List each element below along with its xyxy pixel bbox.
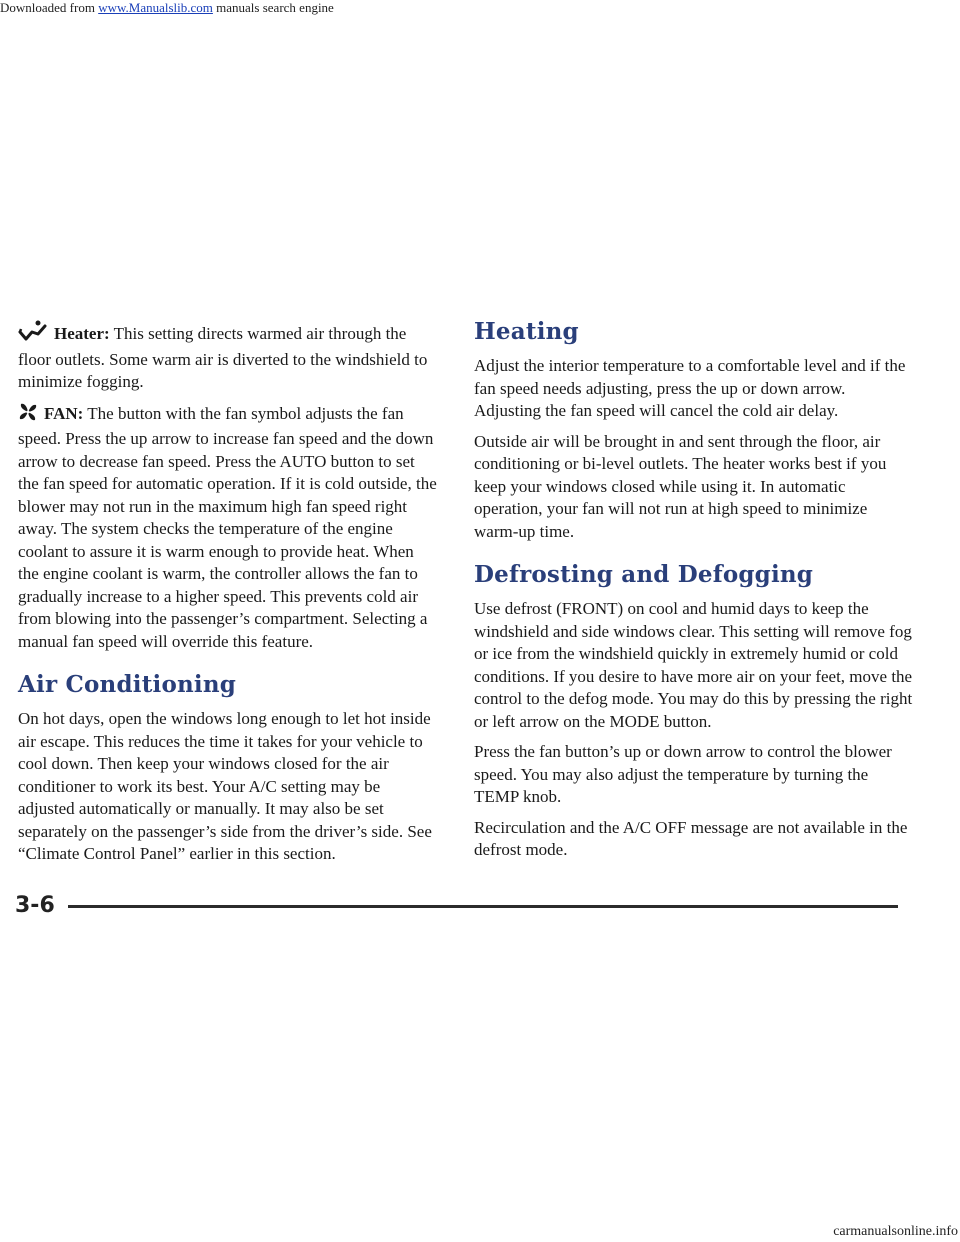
defrosting-heading: Defrosting and Defogging xyxy=(474,561,814,588)
air-conditioning-heading: Air Conditioning xyxy=(18,671,237,698)
defrosting-paragraph-1: Use defrost (FRONT) on cool and humid days to keep the windshield and side windows clear. This setting will remove fog or ice from the windshield quickly in extremely humid or cold conditions. If you desire to have more air on your feet, move the control to the defog mode. You may do this by pressing the right or left arrow on the MODE button. xyxy=(474,599,913,731)
heater-icon xyxy=(18,320,48,349)
fan-icon xyxy=(18,402,38,429)
left-column xyxy=(18,320,438,874)
fan-text: The button with the fan symbol adjusts the fan speed. Press the up arrow to increase fan speed and the down arrow to decrease fan speed. Press the AUTO button to set the fan speed for automatic operation. If it is cold outside, the blower may not run in the maximum high fan speed right away. The system checks the temperature of the engine coolant to assure it is warm enough to provide heat. When the engine coolant is warm, the controller allows the fan to gradually increase to a higher speed. This prevents cold air from blowing into the passenger’s compartment. Selecting a manual fan speed will override this feature. xyxy=(18,403,437,651)
defrosting-paragraph-2: Press the fan button’s up or down arrow to control the blower speed. You may also adjust the temperature by turning the TEMP knob. xyxy=(474,742,892,806)
heater-label: Heater: xyxy=(54,324,110,343)
fan-label: FAN: xyxy=(44,403,84,423)
fan-paragraph xyxy=(18,402,438,654)
heater-text: This setting directs warmed air through the floor outlets. Some warm air is diverted to the windshield to minimize fogging. xyxy=(18,324,428,391)
right-column xyxy=(474,318,914,870)
manualslib-link[interactable]: www.Manualslib.com xyxy=(98,0,213,15)
source-watermark xyxy=(0,0,334,16)
heating-paragraph-1: Adjust the interior temperature to a comfortable level and if the fan speed needs adjusting, press the up or down arrow. Adjusting the fan speed will cancel the cold air delay. xyxy=(474,356,906,420)
defrosting-paragraph-3: Recirculation and the A/C OFF message are not available in the defrost mode. xyxy=(474,817,908,859)
watermark-suffix: manuals search engine xyxy=(212,0,334,15)
bottom-watermark: carmanualsonline.info xyxy=(833,1224,958,1239)
page-number: 3-6 xyxy=(15,893,55,918)
heating-heading: Heating xyxy=(474,318,579,345)
air-conditioning-paragraph: On hot days, open the windows long enough to let hot inside air escape. This reduces the time it takes for your vehicle to cool down. Then keep your windows closed for the air conditioner to work its best. Your A/C setting may be adjusted automatically or manually. It may also be set separately on the passenger’s side from the driver’s side. See “Climate Control Panel” earlier in this section. xyxy=(18,709,432,863)
watermark-prefix: Downloaded from xyxy=(0,0,99,15)
heating-paragraph-2: Outside air will be brought in and sent through the floor, air conditioning or bi-level outlets. The heater works best if you keep your windows closed while using it. In automatic operation, your fan will not run at high speed to minimize warm-up time. xyxy=(474,431,887,541)
heater-paragraph xyxy=(18,320,438,394)
footer-rule xyxy=(68,905,898,908)
